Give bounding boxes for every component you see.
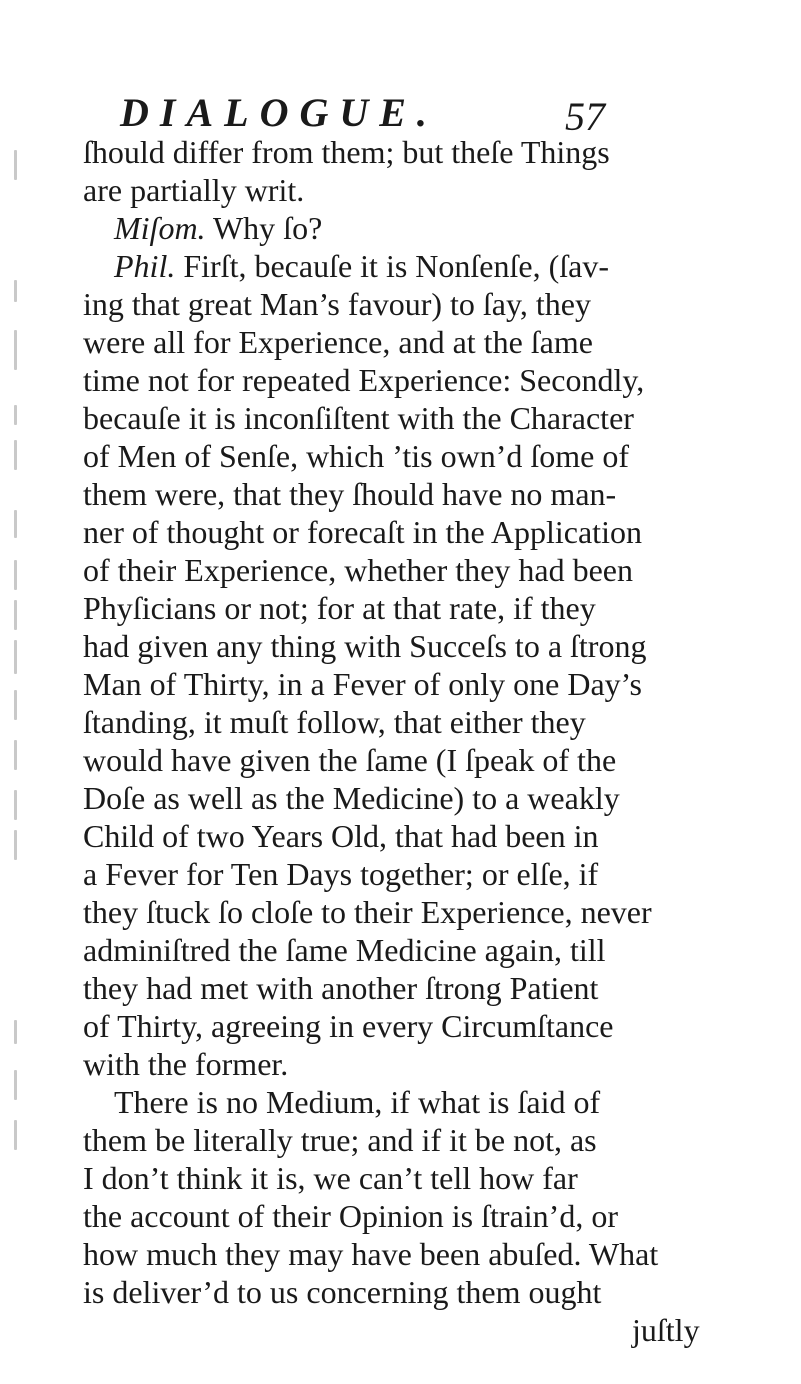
text-line: is deliver’d to us concerning them ought <box>83 1274 602 1310</box>
text-line: Phyſicians or not; for at that rate, if they <box>83 590 596 626</box>
text-line: of Men of Senſe, which ’tis own’d ſome of <box>83 438 629 474</box>
text-line: adminiſtred the ſame Medicine again, till <box>83 932 606 968</box>
text-line: them were, that they ſhould have no man- <box>83 476 617 512</box>
text-line: becauſe it is inconſiſtent with the Character <box>83 400 634 436</box>
text-line: I don’t think it is, we can’t tell how far <box>83 1160 578 1196</box>
text-line: were all for Experience, and at the ſame <box>83 324 593 360</box>
text-line: how much they may have been abuſed. What <box>83 1236 659 1272</box>
page-header <box>120 90 720 139</box>
text-line: time not for repeated Experience: Secondly, <box>83 362 645 398</box>
text-line: had given any thing with Succeſs to a ſtrong <box>83 628 647 664</box>
text-line: are partially writ. <box>83 172 305 208</box>
text-line: Doſe as well as the Medicine) to a weakly <box>83 780 620 816</box>
text-line: ner of thought or forecaſt in the Application <box>83 514 642 550</box>
text-line: a Fever for Ten Days together; or elſe, if <box>83 856 599 892</box>
text-line: ſhould differ from them; but theſe Things <box>83 134 610 170</box>
speaker-name: Phil. <box>114 248 176 284</box>
page-number: 57 <box>565 94 605 139</box>
text-line: they had met with another ſtrong Patient <box>83 970 599 1006</box>
text-line: Man of Thirty, in a Fever of only one Day’s <box>83 666 642 702</box>
running-head: DIALOGUE. <box>120 90 438 135</box>
paragraph-start-line: There is no Medium, if what is ſaid of <box>114 1084 601 1120</box>
text-line: they ſtuck ſo cloſe to their Experience, never <box>83 894 652 930</box>
text-line: of their Experience, whether they had been <box>83 552 633 588</box>
text-line: the account of their Opinion is ſtrain’d, or <box>83 1198 618 1234</box>
text-line: would have given the ſame (I ſpeak of the <box>83 742 617 778</box>
speaker-line: Phil. Firſt, becauſe it is Nonſenſe, (ſav- <box>114 248 609 284</box>
text-line: them be literally true; and if it be not, as <box>83 1122 597 1158</box>
text-line: Child of two Years Old, that had been in <box>83 818 599 854</box>
speaker-name: Miſom. <box>114 210 206 246</box>
page-gutter <box>0 0 40 1384</box>
speaker-line: Miſom. Why ſo? <box>114 210 323 246</box>
text-line: ſtanding, it muſt follow, that either they <box>83 704 586 740</box>
text-line: ing that great Man’s favour) to ſay, they <box>83 286 591 322</box>
catchword: juſtly <box>632 1312 700 1348</box>
text-line: of Thirty, agreeing in every Circumſtance <box>83 1008 614 1044</box>
text-line: with the former. <box>83 1046 289 1082</box>
